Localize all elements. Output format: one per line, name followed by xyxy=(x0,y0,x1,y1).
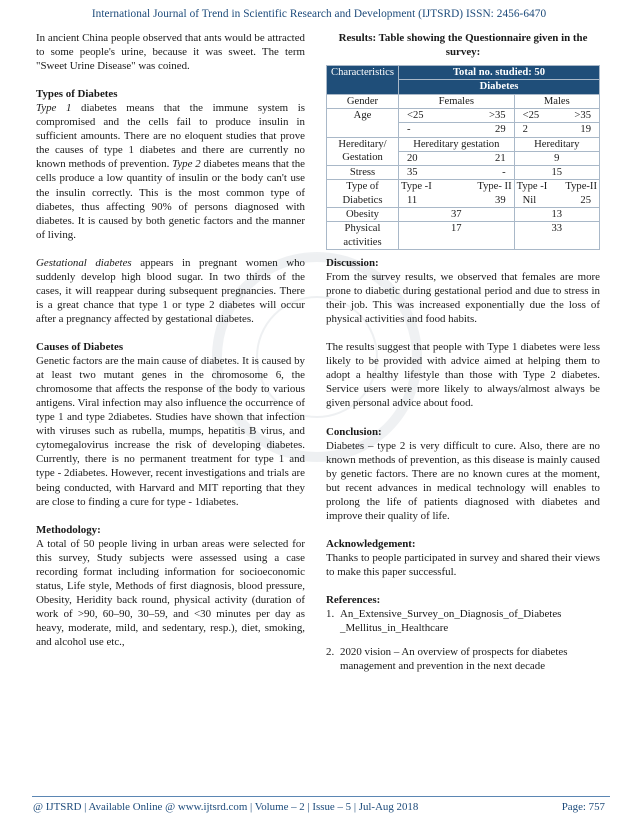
footer-divider xyxy=(32,796,610,797)
characteristics-header: Characteristics xyxy=(327,66,399,95)
discussion-heading: Discussion: xyxy=(326,256,379,269)
table-row xyxy=(327,180,600,208)
total-studied-header: Total no. studied: 50 xyxy=(399,66,600,80)
discussion-paragraph-2: The results suggest that people with Type 1 diabetes were less likely to be provided with advice aimed at helping them to adopt a healthy lifestyle than those with Type 2 diabetes. Service users were more likely to always/almost always be given personal advice about food. xyxy=(326,341,600,410)
page-footer xyxy=(33,801,605,813)
intro-paragraph: In ancient China people observed that ants would be attracted to some people's urine, because it was sweet. The term "Sweet Urine Disease" was coined. xyxy=(36,32,305,73)
page-number: Page: 757 xyxy=(561,801,605,813)
stress-males-cell: 15 xyxy=(514,166,599,180)
table-row xyxy=(327,137,600,151)
acknowledgement-text: Thanks to people participated in survey and shared their views to make this paper successful. xyxy=(326,551,600,578)
methodology-text: A total of 50 people living in urban areas were selected for this survey, Study subjects were assessed using a case recording format including information for socioeconomic status, Life style, Methods of first diagnosis, blood pressure, Obesity, Heridity back round, physical activity (duration of work of >90, 60–90, 30–59, and <30 minutes per day as heavy, moderate, mild, and sedentary, resp.), diet, smoking, and alcohol use etc., xyxy=(36,537,305,649)
gestational-term: Gestational diabetes xyxy=(36,256,132,269)
heredity-males-count: 9 xyxy=(514,151,599,165)
table-row xyxy=(327,222,600,250)
age-females-cell: <25 >35 xyxy=(399,108,515,122)
type1-term: Type 1 xyxy=(36,102,72,115)
causes-text: Genetic factors are the main cause of diabetes. It is caused by at least two mutant genes in the chromosome 6, the chromosome that affects the response of the body to various antigens. Viral infection may also influence the occurrence of type 1 and type 2diabetes. Studies have shown that infection with viruses such as rubella, mumps, hepatitis B virus, and cytomegalovirus increase the risk of developing diabetes. Currently, there is no permanent treatment for type 1 and type - 2diabetes. However, recent investigations and trials are being conducted, with Harvard and MIT reporting that they are close to finding a cure for type - 1diabetes. xyxy=(36,355,305,508)
reference-text: 2020 vision – An overview of prospects for diabetes management and prevention in the next decade xyxy=(340,646,568,673)
physical-males-cell: 33 xyxy=(514,222,599,250)
type1-text: diabetes means that the immune system is compromised and the cells fail to produce insulin in sufficient amounts. There are no eloquent studies that prove the causes of type 1 diabetes and there are currently no known methods of prevention. xyxy=(36,102,305,171)
reference-item: 1. An_Extensive_Survey_on_Diagnosis_of_Diabetes _Mellitus_in_Healthcare xyxy=(326,607,600,635)
table-row xyxy=(327,208,600,222)
type2-term: Type 2 xyxy=(172,158,201,171)
gestational-text: appears in pregnant women who suddenly develop high blood sugar. In two thirds of the cases, it will reappear during subsequent pregnancies. There is a great chance that type 1 or type 2 diabetes will occur after a pregnancy affected by gestational diabetes. xyxy=(36,256,305,325)
obesity-label: Obesity xyxy=(327,208,399,222)
stress-label: Stress xyxy=(327,166,399,180)
left-column xyxy=(36,31,305,663)
types-section xyxy=(36,87,305,242)
age-females-counts: - 29 xyxy=(399,123,515,137)
gestational-paragraph xyxy=(36,256,305,326)
stress-females-cell: 35 - xyxy=(399,166,515,180)
conclusion-text: Diabetes – type 2 is very difficult to cure. Also, there are no known methods of prevention, as this disease is mainly caused by genetic factors. There are no known cures at the moment, but recent advances in medical technology will enables to prolong the life of patients diagnosed with diabetes and improve their quality of life. xyxy=(326,439,600,522)
discussion-section xyxy=(326,256,600,326)
type2-text: diabetes means that the cells produce a low quantity of insulin or the body can't use the insulin correctly. This is the most common type of diabetes, thus affecting 90% of persons diagnosed with diabetes. It is caused by both genetic factors and the manner of living. xyxy=(36,158,306,241)
obesity-males-cell: 13 xyxy=(514,208,599,222)
age-males-counts: 2 19 xyxy=(514,123,599,137)
physical-label: Physical activities xyxy=(327,222,399,250)
heredity-females-cell: Hereditary gestation xyxy=(399,137,515,151)
causes-section xyxy=(36,340,305,509)
gender-label: Gender xyxy=(327,94,399,108)
table-header-row xyxy=(327,66,600,80)
references-section xyxy=(326,593,600,673)
survey-table xyxy=(326,65,600,250)
references-list xyxy=(326,607,600,673)
footer-info: @ IJTSRD | Available Online @ www.ijtsrd.com | Volume – 2 | Issue – 5 | Jul-Aug 2018 xyxy=(33,801,419,813)
right-column xyxy=(326,31,600,683)
methodology-section xyxy=(36,523,305,649)
obesity-females-cell: 37 xyxy=(399,208,515,222)
heredity-females-counts: 20 21 xyxy=(399,151,515,165)
females-cell: Females xyxy=(399,94,515,108)
causes-heading: Causes of Diabetes xyxy=(36,341,124,354)
journal-header: International Journal of Trend in Scientific Research and Development (IJTSRD) ISSN: 2456-6470 xyxy=(91,8,547,20)
table-title: Results: Table showing the Questionnaire given in the survey: xyxy=(338,32,588,59)
conclusion-heading: Conclusion: xyxy=(326,425,382,438)
table-row xyxy=(327,108,600,122)
age-males-cell: <25 >35 xyxy=(514,108,599,122)
table-row xyxy=(327,94,600,108)
age-label: Age xyxy=(327,108,399,137)
conclusion-section xyxy=(326,425,600,523)
discussion-text-1: From the survey results, we observed that females are more prone to diabetic during gestational period and due to stress in their job. This was increased exponentially due the loss of physical activities and food habits. xyxy=(326,271,600,326)
acknowledgement-heading: Acknowledgement: xyxy=(326,537,416,550)
table-row xyxy=(327,166,600,180)
type-males-cell: Type -I Type-II Nil 25 xyxy=(514,180,599,208)
heredity-label: Hereditary/ Gestation xyxy=(327,137,399,166)
diabetes-header: Diabetes xyxy=(399,80,600,94)
males-cell: Males xyxy=(514,94,599,108)
type-females-cell: Type -I Type- II 11 39 xyxy=(399,180,515,208)
acknowledgement-section xyxy=(326,537,600,579)
reference-text[interactable]: An_Extensive_Survey_on_Diagnosis_of_Diabetes _Mellitus_in_Healthcare xyxy=(340,608,562,635)
type-label: Type of Diabetics xyxy=(327,180,399,208)
types-heading: Types of Diabetes xyxy=(36,88,118,101)
methodology-heading: Methodology: xyxy=(36,523,101,536)
heredity-males-cell: Hereditary xyxy=(514,137,599,151)
reference-item: 2. 2020 vision – An overview of prospects for diabetes management and prevention in the next decade xyxy=(326,645,600,673)
references-heading: References: xyxy=(326,594,381,607)
physical-females-cell: 17 xyxy=(399,222,515,250)
